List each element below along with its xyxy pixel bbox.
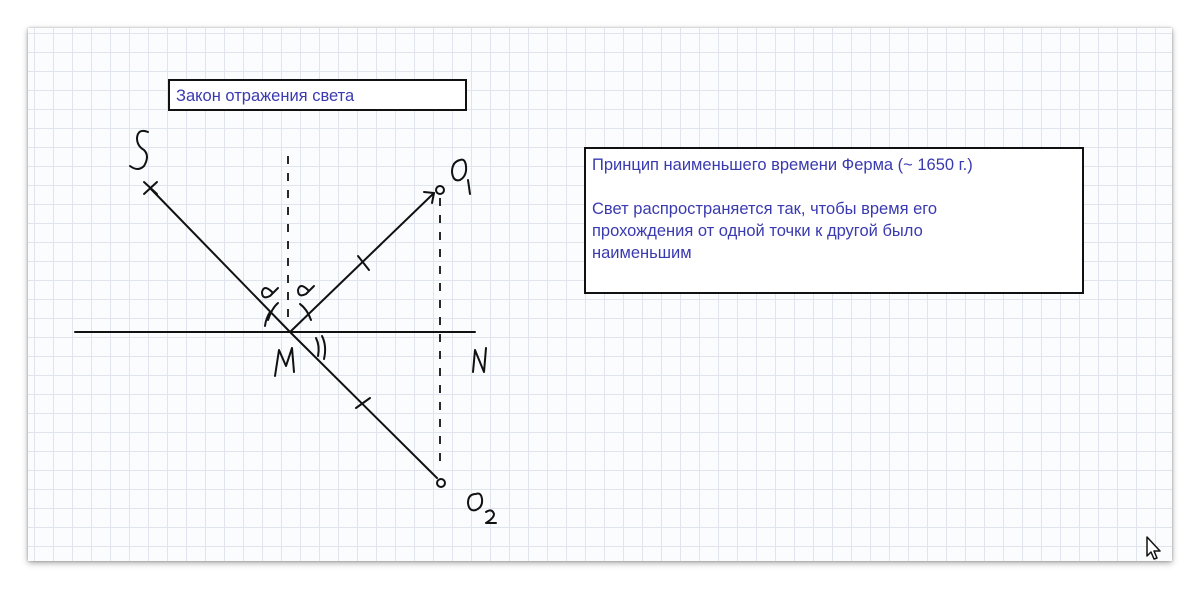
extension-ray [290,332,437,478]
fermat-body-line-3: наименьшим [592,244,692,262]
letter-m [275,348,294,376]
incident-ray [150,188,290,332]
letter-o2 [468,494,496,523]
letter-n [473,348,486,372]
alpha-right [298,286,314,295]
point-s-cross [144,182,157,194]
angle-arc-lower-2 [322,336,325,359]
angle-arc-lower [316,338,319,356]
alpha-left [262,288,278,297]
point-o1 [436,186,444,194]
fermat-heading: Принцип наименьшего времени Ферма (~ 1650 г.) [592,156,973,174]
fermat-body-line-1: Свет распространяется так, чтобы время его [592,200,938,218]
letter-o1 [452,160,470,194]
point-o2 [437,479,445,487]
page-title: Закон отражения света [176,87,355,105]
fermat-body-line-2: прохождения от одной точки к другой было [592,222,923,240]
mouse-pointer-icon [1147,537,1160,559]
letter-s [130,131,148,169]
